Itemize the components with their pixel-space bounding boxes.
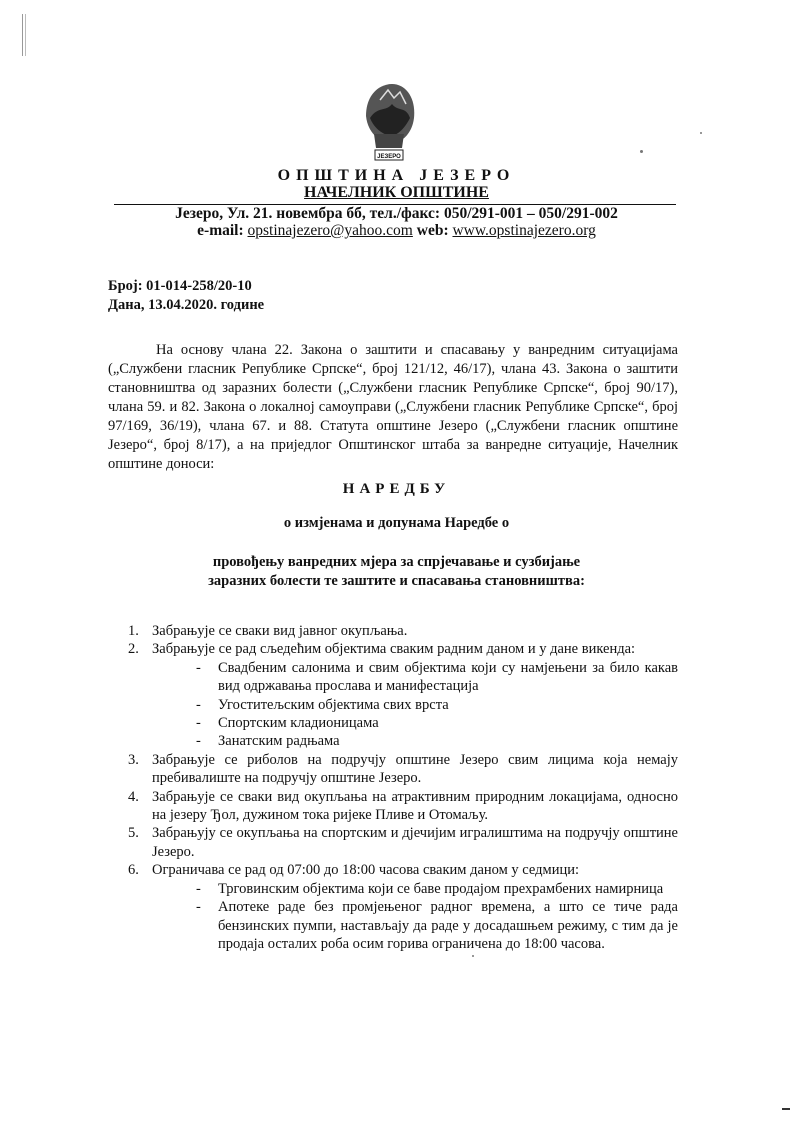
reference-date: Дана, 13.04.2020. године bbox=[108, 297, 265, 313]
sub-list-item: - Трговинским објектима који се баве продајом прехрамбених намирница bbox=[196, 880, 664, 897]
preamble-paragraph: На основу члана 22. Закона о заштити и спасавању у ванредним ситуацијама („Службени гласник Републике Српске“, број 121/12, 46/17), члана 43. Закона о заштити становништва од заразних болести („Службени гласник Републике Српске“, број 90/17), члана 59. и 82. Закона о локалној самоуправи („Службени гласник Републике Српске“, број 97/169, 36/19), члана 67. и 88. Статута општине Језеро („Службени гласник општине Језеро“, број 8/17), а на приједлог Општинског штаба за ванредне ситуације, Начелник општине доноси: bbox=[108, 342, 678, 472]
list-item bbox=[108, 824, 678, 861]
document-title: НАРЕДБУ bbox=[342, 481, 451, 497]
sub-list-item: - Спортским кладионицама bbox=[196, 715, 379, 732]
item-number: 5. bbox=[128, 825, 139, 842]
item-number: 4. bbox=[128, 788, 139, 805]
item-text: Забрањује се сваки вид окупљања на атрактивним природним локацијама, односно на језеру Ђол, дужином тока ријеке Пливе и Отомаљу. bbox=[152, 788, 678, 824]
item-text: Забрањује се сваки вид јавног окупљања. bbox=[152, 623, 408, 639]
item-number: 6. bbox=[128, 862, 139, 879]
list-item bbox=[108, 861, 678, 953]
scan-speck bbox=[700, 132, 702, 134]
item-text: Забрањује се риболов на подручју општине Језеро свим лицима која немају пребивалиште на подручју општине Језеро. bbox=[152, 751, 678, 787]
list-item bbox=[108, 751, 678, 788]
scan-edge-mark bbox=[782, 1108, 790, 1110]
org-name: ОПШТИНА ЈЕЗЕРО bbox=[277, 167, 516, 184]
contact-line bbox=[0, 222, 793, 240]
sub-list-item: - Занатским радњама bbox=[196, 733, 340, 750]
item-number: 3. bbox=[128, 751, 139, 768]
item-number: 2. bbox=[128, 641, 139, 658]
reference-block bbox=[108, 277, 264, 315]
scan-speck bbox=[640, 150, 643, 153]
item-text: Забрањују се окупљања на спортским и дјечијим игралиштима на подручју општине Језеро. bbox=[152, 825, 678, 860]
web-label: web: bbox=[416, 222, 449, 239]
scan-speck bbox=[472, 955, 474, 957]
web-link[interactable]: www.opstinajezero.org bbox=[452, 222, 596, 239]
list-item bbox=[108, 622, 678, 640]
email-label: e-mail: bbox=[197, 222, 244, 239]
sub-list-item: - Апотеке раде без промјењеног радног времена, а што се тиче рада бензинских пумпи, настављају да раде у досадашњем режиму, с тим да је продаја осталих роба осим горива ограничена до 18:00 часова. bbox=[196, 899, 678, 952]
sub-list bbox=[152, 659, 678, 751]
reference-number: Број: 01-014-258/20-10 bbox=[108, 278, 252, 294]
document-subtitle: о измјенама и допунама Наредбе о bbox=[283, 515, 510, 531]
scan-margin-mark bbox=[22, 14, 26, 56]
sub-list-item: - Свадбеним салонима и свим објектима који су намјењени за било какав вид одржавања прослава и манифестација bbox=[196, 659, 678, 695]
address-line: Језеро, Ул. 21. новембра бб, тел./факс: 050/291-001 – 050/291-002 bbox=[175, 205, 618, 222]
org-subtitle: НАЧЕЛНИК ОПШТИНЕ bbox=[304, 184, 489, 201]
email-link[interactable]: opstinajezero@yahoo.com bbox=[247, 222, 413, 239]
document-subtitle-continued: провођењу ванредних мјера за спрјечавање и сузбијање заразних болести те заштите и спасавања становништва: bbox=[208, 554, 585, 589]
municipality-crest-icon bbox=[358, 76, 420, 168]
item-text: Ограничава се рад од 07:00 до 18:00 часова сваким даном у седмици: bbox=[152, 862, 580, 879]
sub-list bbox=[152, 880, 678, 954]
sub-list-item: - Угоститељским објектима свих врста bbox=[196, 696, 449, 713]
list-item bbox=[108, 640, 678, 750]
crest-label: ЈЕЗЕРО bbox=[377, 154, 401, 160]
list-item bbox=[108, 788, 678, 825]
item-number: 1. bbox=[128, 623, 139, 639]
measures-list bbox=[108, 622, 678, 953]
item-text: Забрањује се рад сљедећим објектима сваким радним даном и у дане викенда: bbox=[152, 641, 636, 658]
